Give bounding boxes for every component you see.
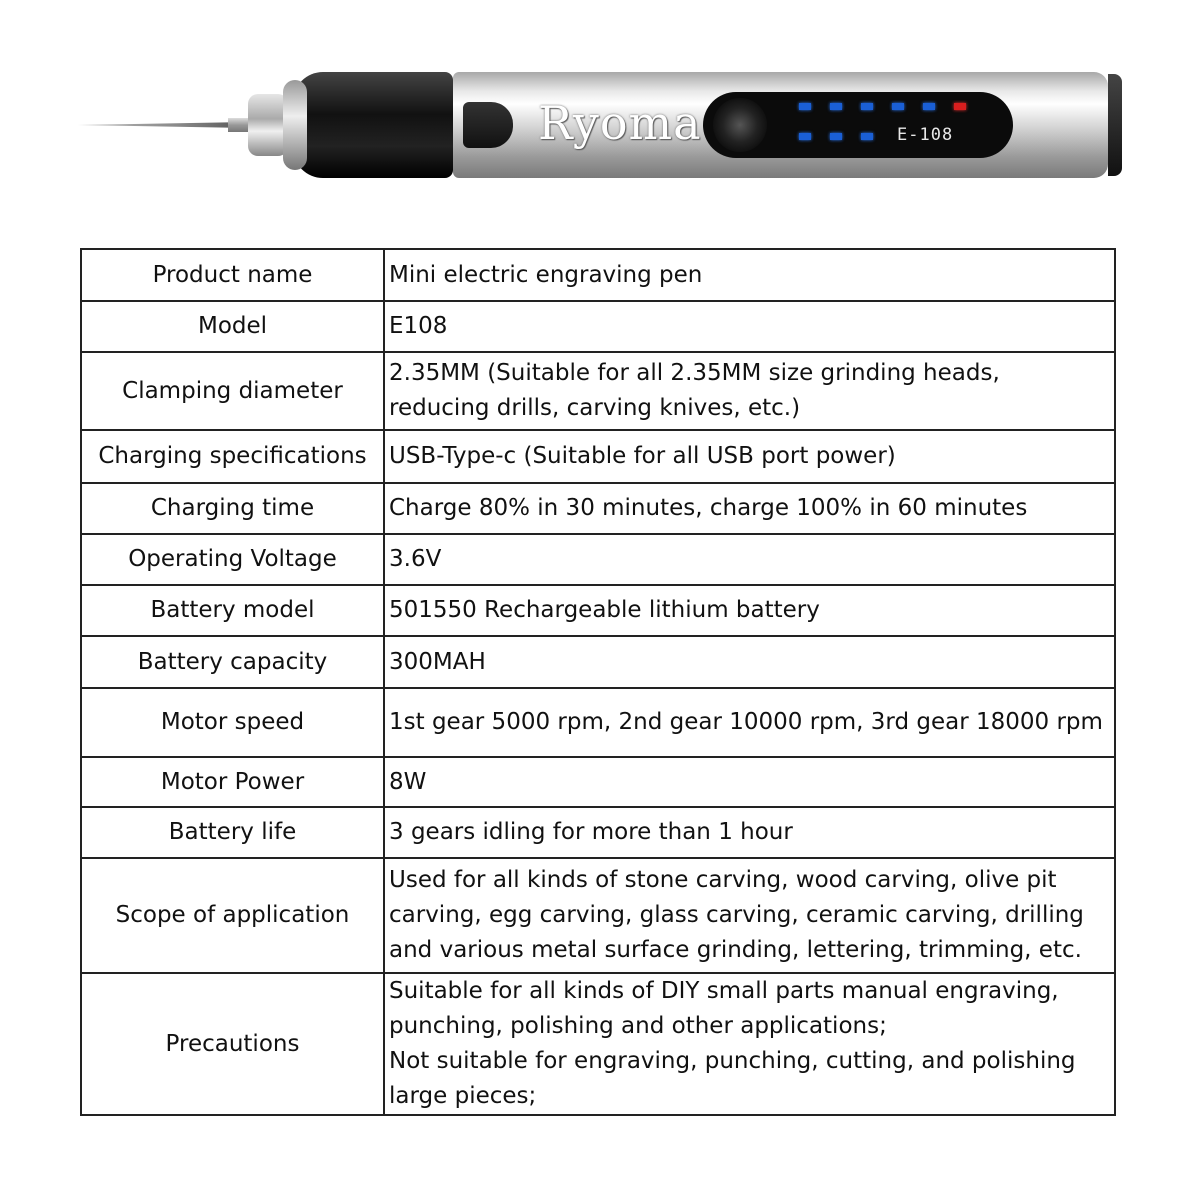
collet-nut [248,94,288,156]
spec-value [384,636,1115,688]
spec-row [81,534,1115,585]
spec-label: Charging specifications [81,430,384,483]
speed-button-icon [713,98,767,152]
spec-value-line: reducing drills, carving knives, etc.) [389,395,801,421]
spec-value-line: 3.6V [389,546,442,572]
spec-row [81,352,1115,430]
spec-label: Operating Voltage [81,534,384,585]
spec-label: Motor Power [81,757,384,807]
led-indicator-blue [799,133,811,140]
spec-value [384,688,1115,757]
spec-value-line: Suitable for all kinds of DIY small parts manual engraving, [389,978,1059,1004]
power-switch [463,102,513,148]
spec-value-line: carving, egg carving, glass carving, ceramic carving, drilling [389,902,1084,928]
spec-label: Battery capacity [81,636,384,688]
control-panel [703,92,1013,158]
spec-value [384,534,1115,585]
spec-value-line: Not suitable for engraving, punching, cutting, and polishing [389,1048,1076,1074]
spec-label: Charging time [81,483,384,534]
spec-value-line: large pieces; [389,1083,537,1109]
spec-label: Precautions [81,973,384,1115]
spec-value-line: 8W [389,768,427,795]
spec-value-line: USB-Type-c (Suitable for all USB port power) [389,443,896,469]
spec-row [81,688,1115,757]
spec-label: Battery model [81,585,384,636]
spec-row [81,430,1115,483]
spec-value [384,249,1115,301]
spec-row [81,636,1115,688]
spec-value [384,807,1115,858]
end-cap [1108,74,1122,176]
spec-row [81,483,1115,534]
spec-label: Motor speed [81,688,384,757]
spec-value-line: Mini electric engraving pen [389,261,703,288]
spec-value-line: 300MAH [389,648,486,675]
spec-row [81,585,1115,636]
spec-value [384,352,1115,430]
spec-value [384,973,1115,1115]
spec-value [384,430,1115,483]
led-indicator-blue [830,103,842,110]
spec-label: Scope of application [81,858,384,973]
led-row-top [799,103,966,110]
led-indicator-blue [861,103,873,110]
led-indicator-blue [923,103,935,110]
spec-row [81,858,1115,973]
spec-value-line: 1st gear 5000 rpm, 2nd gear 10000 rpm, 3rd gear 18000 rpm [389,709,1103,735]
rubber-grip [293,72,453,178]
led-indicator-blue [861,133,873,140]
spec-value [384,858,1115,973]
engraving-bit [78,122,248,128]
spec-label: Product name [81,249,384,301]
spec-value-line: punching, polishing and other applications; [389,1013,887,1039]
spec-row [81,301,1115,352]
model-label: E-108 [897,125,954,145]
spec-value-line: 501550 Rechargeable lithium battery [389,597,820,623]
spec-value [384,301,1115,352]
spec-value [384,757,1115,807]
spec-value-line: and various metal surface grinding, lettering, trimming, etc. [389,937,1082,963]
spec-value-line: E108 [389,313,448,339]
led-row-bottom [799,133,873,140]
brand-logo: Ryoma [538,96,702,150]
spec-row [81,249,1115,301]
spec-value-line: Charge 80% in 30 minutes, charge 100% in 60 minutes [389,495,1028,521]
led-indicator-blue [892,103,904,110]
spec-value [384,483,1115,534]
engraving-pen-image [78,66,1123,186]
led-indicator-red [954,103,966,110]
led-indicator-blue [799,103,811,110]
spec-row [81,757,1115,807]
led-indicator-blue [830,133,842,140]
spec-table [80,248,1116,1116]
spec-label: Battery life [81,807,384,858]
spec-value-line: 3 gears idling for more than 1 hour [389,819,793,845]
spec-row [81,973,1115,1115]
spec-table-body [81,249,1115,1115]
chuck-ring [283,80,307,170]
spec-value-line: 2.35MM (Suitable for all 2.35MM size grinding heads, [389,360,1000,386]
spec-value [384,585,1115,636]
spec-row [81,807,1115,858]
spec-label: Model [81,301,384,352]
spec-value-line: Used for all kinds of stone carving, wood carving, olive pit [389,867,1057,893]
spec-label: Clamping diameter [81,352,384,430]
